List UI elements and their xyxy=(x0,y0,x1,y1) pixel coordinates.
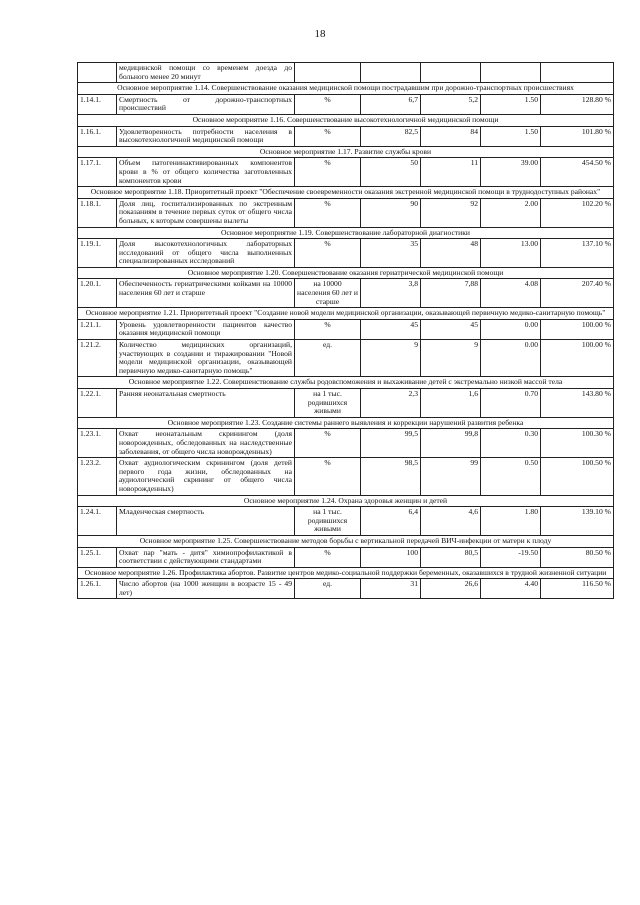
unit-cell: % xyxy=(295,239,361,268)
unit-cell: на 1 тыс. родившихся живыми xyxy=(295,507,361,536)
achievement-percent: 207.40 % xyxy=(541,279,614,308)
table-row xyxy=(78,239,614,268)
indicators-table xyxy=(77,62,614,599)
deviation-value: 0.50 xyxy=(481,458,541,495)
table-row xyxy=(78,126,614,146)
indicator-name: Смертность от дорожно-транспортных происшествий xyxy=(117,94,295,114)
actual-value: 1,6 xyxy=(421,389,481,418)
table-row xyxy=(78,507,614,536)
deviation-value: 0.30 xyxy=(481,429,541,458)
table-row xyxy=(78,63,614,83)
unit-cell: на 10000 населения 60 лет и старше xyxy=(295,279,361,308)
unit-cell: % xyxy=(295,126,361,146)
section-title: Основное мероприятие 1.16. Совершенствование высокотехнологичной медицинской помощи xyxy=(78,114,614,126)
section-title: Основное мероприятие 1.20. Совершенствование оказания гериатрической медицинской помощи xyxy=(78,267,614,279)
deviation-value xyxy=(481,63,541,83)
actual-value: 45 xyxy=(421,319,481,339)
unit-cell: на 1 тыс. родившихся живыми xyxy=(295,389,361,418)
section-row xyxy=(78,114,614,126)
section-row xyxy=(78,495,614,507)
actual-value: 48 xyxy=(421,239,481,268)
deviation-value: 39.00 xyxy=(481,158,541,187)
planned-value: 35 xyxy=(361,239,421,268)
section-title: Основное мероприятие 1.22. Совершенствование службы родовспоможения и выхаживание детей с экстремально низкой массой тела xyxy=(78,377,614,389)
achievement-percent: 116.50 % xyxy=(541,579,614,599)
unit-cell: % xyxy=(295,547,361,567)
section-row xyxy=(78,567,614,579)
planned-value: 3,8 xyxy=(361,279,421,308)
planned-value: 6,4 xyxy=(361,507,421,536)
table-row xyxy=(78,579,614,599)
achievement-percent: 454.50 % xyxy=(541,158,614,187)
indicator-id: 1.18.1. xyxy=(78,198,117,227)
section-title: Основное мероприятие 1.24. Охрана здоровья женщин и детей xyxy=(78,495,614,507)
indicator-name: Охват пар "мать - дитя" химиопрофилактикой в соответствии с действующими стандартами xyxy=(117,547,295,567)
unit-cell: % xyxy=(295,429,361,458)
table-row xyxy=(78,389,614,418)
indicator-id: 1.20.1. xyxy=(78,279,117,308)
indicator-id: 1.16.1. xyxy=(78,126,117,146)
actual-value: 11 xyxy=(421,158,481,187)
indicator-id: 1.19.1. xyxy=(78,239,117,268)
table-row xyxy=(78,429,614,458)
indicator-name: Уровень удовлетворенности пациентов качество оказания медицинской помощи xyxy=(117,319,295,339)
achievement-percent: 100.00 % xyxy=(541,340,614,377)
unit-cell: % xyxy=(295,94,361,114)
indicator-name: Объем патогенинактивированных компонентов крови в % от общего количества заготовленных компонентов крови xyxy=(117,158,295,187)
indicator-id: 1.23.1. xyxy=(78,429,117,458)
actual-value: 4,6 xyxy=(421,507,481,536)
section-title: Основное мероприятие 1.23. Создание системы раннего выявления и коррекции нарушений развития ребенка xyxy=(78,417,614,429)
planned-value: 45 xyxy=(361,319,421,339)
unit-cell xyxy=(295,63,361,83)
achievement-percent: 80.50 % xyxy=(541,547,614,567)
indicator-id: 1.23.2. xyxy=(78,458,117,495)
table-row xyxy=(78,198,614,227)
deviation-value: -19.50 xyxy=(481,547,541,567)
table-body xyxy=(78,63,614,599)
planned-value: 98,5 xyxy=(361,458,421,495)
actual-value: 5,2 xyxy=(421,94,481,114)
deviation-value: 4.40 xyxy=(481,579,541,599)
planned-value: 31 xyxy=(361,579,421,599)
achievement-percent: 128.80 % xyxy=(541,94,614,114)
actual-value: 99 xyxy=(421,458,481,495)
section-title: Основное мероприятие 1.14. Совершенствование оказания медицинской помощи пострадавшим при дорожно-транспортных происшествиях xyxy=(78,83,614,95)
unit-cell: % xyxy=(295,458,361,495)
unit-cell: % xyxy=(295,158,361,187)
indicator-name: Доля высокотехнологичных лабораторных исследований от общего числа выполненных специализированных исследований xyxy=(117,239,295,268)
indicator-id: 1.17.1. xyxy=(78,158,117,187)
achievement-percent xyxy=(541,63,614,83)
indicator-id xyxy=(78,63,117,83)
indicator-name: Младенческая смертность xyxy=(117,507,295,536)
planned-value: 90 xyxy=(361,198,421,227)
deviation-value: 0.00 xyxy=(481,340,541,377)
section-title: Основное мероприятие 1.18. Приоритетный проект "Обеспечение своевременности оказания экстренной медицинской помощи в труднодоступных районах" xyxy=(78,187,614,199)
achievement-percent: 139.10 % xyxy=(541,507,614,536)
section-row xyxy=(78,308,614,320)
section-title: Основное мероприятие 1.17. Развитие службы крови xyxy=(78,146,614,158)
unit-cell: ед. xyxy=(295,340,361,377)
section-row xyxy=(78,146,614,158)
actual-value: 9 xyxy=(421,340,481,377)
deviation-value: 1.50 xyxy=(481,94,541,114)
table-row xyxy=(78,458,614,495)
planned-value: 100 xyxy=(361,547,421,567)
achievement-percent: 100.50 % xyxy=(541,458,614,495)
actual-value: 7,88 xyxy=(421,279,481,308)
planned-value: 50 xyxy=(361,158,421,187)
section-row xyxy=(78,535,614,547)
section-title: Основное мероприятие 1.26. Профилактика абортов. Развитие центров медико-социальной поддержки беременных, оказавшихся в трудной жизненной ситуации xyxy=(78,567,614,579)
planned-value: 9 xyxy=(361,340,421,377)
table-row xyxy=(78,340,614,377)
indicator-name: Число абортов (на 1000 женщин в возрасте 15 - 49 лет) xyxy=(117,579,295,599)
indicator-name: Ранняя неонатальная смертность xyxy=(117,389,295,418)
deviation-value: 0.00 xyxy=(481,319,541,339)
indicator-id: 1.24.1. xyxy=(78,507,117,536)
unit-cell: ед. xyxy=(295,579,361,599)
planned-value: 2,3 xyxy=(361,389,421,418)
indicator-id: 1.21.2. xyxy=(78,340,117,377)
section-row xyxy=(78,227,614,239)
section-row xyxy=(78,377,614,389)
deviation-value: 0.70 xyxy=(481,389,541,418)
indicator-name: Охват неонатальным скринингом (доля новорожденных, обследованных на наследственные заболевания, от общего числа новорожденных) xyxy=(117,429,295,458)
actual-value: 99,8 xyxy=(421,429,481,458)
actual-value: 26,6 xyxy=(421,579,481,599)
actual-value xyxy=(421,63,481,83)
indicator-id: 1.22.1. xyxy=(78,389,117,418)
indicator-name: Количество медицинских организаций, участвующих в создании и тиражировании "Новой модели медицинской организации, оказывающей первичную медико-санитарную помощь" xyxy=(117,340,295,377)
deviation-value: 13.00 xyxy=(481,239,541,268)
section-row xyxy=(78,267,614,279)
achievement-percent: 143.80 % xyxy=(541,389,614,418)
indicator-id: 1.21.1. xyxy=(78,319,117,339)
page-number: 18 xyxy=(314,28,326,40)
section-title: Основное мероприятие 1.25. Совершенствование методов борьбы с вертикальной передачей ВИЧ-инфекции от матери к плоду xyxy=(78,535,614,547)
indicator-name: Обеспеченность гериатрическими койками на 10000 населения 60 лет и старше xyxy=(117,279,295,308)
section-row xyxy=(78,83,614,95)
unit-cell: % xyxy=(295,198,361,227)
indicator-id: 1.26.1. xyxy=(78,579,117,599)
table-row xyxy=(78,279,614,308)
table-row xyxy=(78,547,614,567)
section-title: Основное мероприятие 1.21. Приоритетный проект "Создание новой модели медицинской организации, оказывающей первичную медико-санитарную помощь" xyxy=(78,308,614,320)
table-row xyxy=(78,94,614,114)
planned-value: 99,5 xyxy=(361,429,421,458)
section-row xyxy=(78,187,614,199)
achievement-percent: 100.00 % xyxy=(541,319,614,339)
deviation-value: 1.50 xyxy=(481,126,541,146)
indicator-name: Доля лиц, госпитализированных по экстренным показаниям в течение первых суток от общего числа больных, к которым совершены вылеты xyxy=(117,198,295,227)
indicator-id: 1.14.1. xyxy=(78,94,117,114)
achievement-percent: 102.20 % xyxy=(541,198,614,227)
indicator-id: 1.25.1. xyxy=(78,547,117,567)
indicator-name: медицинской помощи со временем доезда до больного менее 20 минут xyxy=(117,63,295,83)
planned-value xyxy=(361,63,421,83)
unit-cell: % xyxy=(295,319,361,339)
planned-value: 6,7 xyxy=(361,94,421,114)
deviation-value: 4.08 xyxy=(481,279,541,308)
section-title: Основное мероприятие 1.19. Совершенствование лабораторной диагностики xyxy=(78,227,614,239)
section-row xyxy=(78,417,614,429)
deviation-value: 1.80 xyxy=(481,507,541,536)
indicator-name: Охват аудиологическим скринингом (доля детей первого года жизни, обследованных на аудиологический скрининг от общего числа новорожденных) xyxy=(117,458,295,495)
actual-value: 84 xyxy=(421,126,481,146)
table-row xyxy=(78,158,614,187)
table-row xyxy=(78,319,614,339)
actual-value: 92 xyxy=(421,198,481,227)
achievement-percent: 100.30 % xyxy=(541,429,614,458)
planned-value: 82,5 xyxy=(361,126,421,146)
actual-value: 80,5 xyxy=(421,547,481,567)
deviation-value: 2.00 xyxy=(481,198,541,227)
indicator-name: Удовлетворенность потребности населения в высокотехнологичной медицинской помощи xyxy=(117,126,295,146)
achievement-percent: 101.80 % xyxy=(541,126,614,146)
achievement-percent: 137.10 % xyxy=(541,239,614,268)
